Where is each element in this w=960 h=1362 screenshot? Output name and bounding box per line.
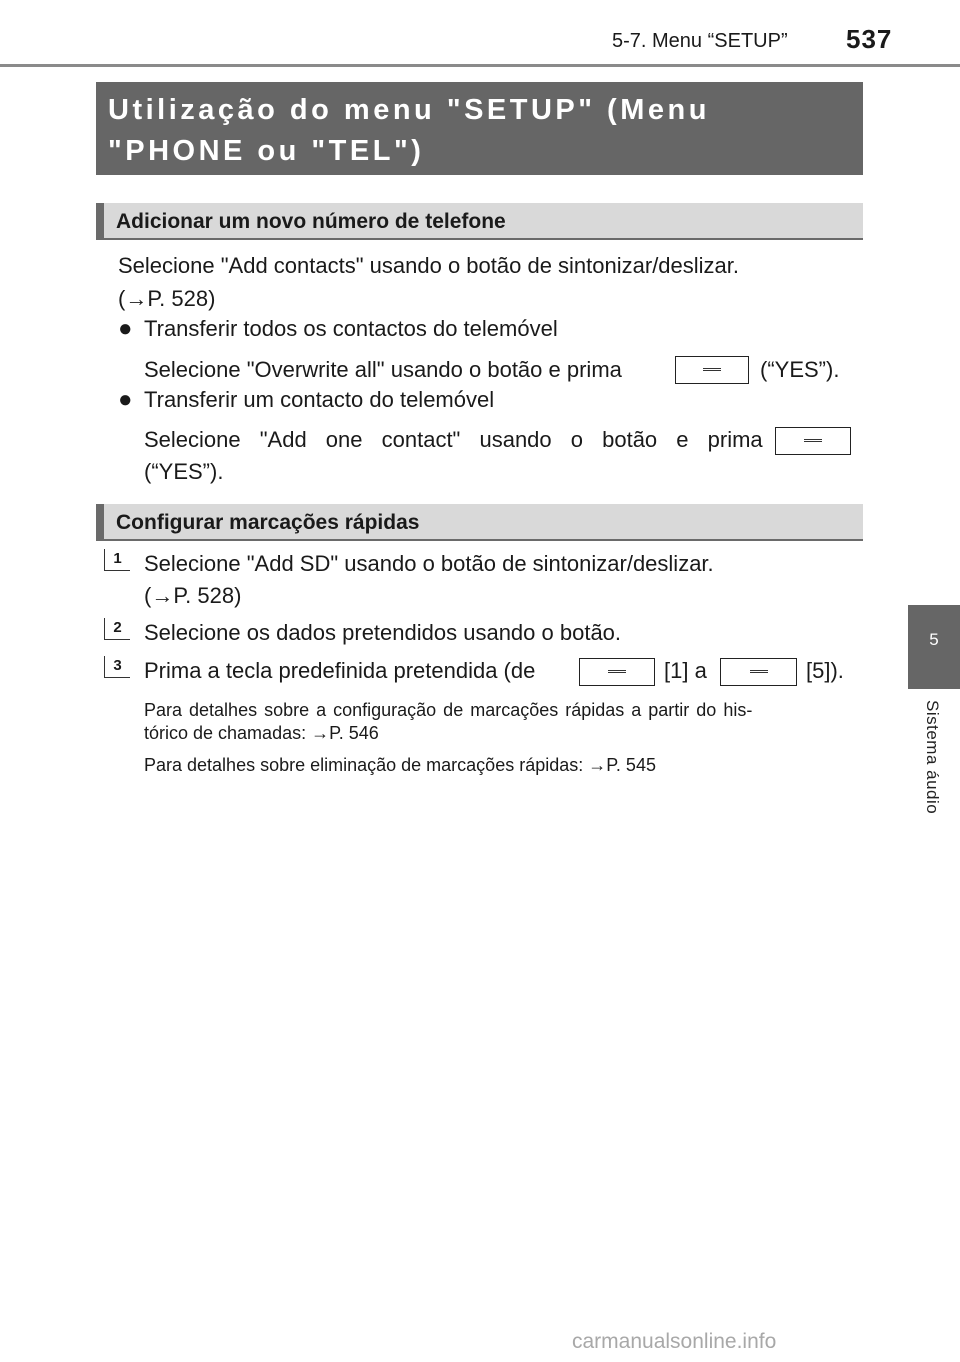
step-number-2: 2 bbox=[104, 618, 130, 640]
bullet-text-transfer-one: Selecione "Add one contact" usando o botão e prima bbox=[144, 427, 763, 452]
note-speed-dial-history: Para detalhes sobre a configuração de marcações rápidas a partir do his- bbox=[144, 700, 753, 720]
yes-key-icon bbox=[675, 356, 749, 384]
step-2-text: Selecione os dados pretendidos usando o botão. bbox=[144, 620, 622, 645]
watermark: carmanualsonline.info bbox=[572, 1330, 777, 1353]
step-1-text: Selecione "Add SD" usando o botão de sintonizar/deslizar. bbox=[144, 551, 714, 576]
section-heading-speed-dials: Configurar marcações rápidas bbox=[96, 504, 863, 541]
bullet-yes-label: (“YES”). bbox=[760, 357, 840, 382]
preset-key-icon bbox=[579, 658, 655, 686]
preset-key-icon bbox=[720, 658, 797, 686]
step-3-text-part2: [1] a bbox=[664, 658, 707, 683]
page-number: 537 bbox=[846, 24, 893, 54]
section-heading-add-number: Adicionar um novo número de telefone bbox=[96, 203, 863, 240]
page-title-line1: Utilização do menu "SETUP" (Menu bbox=[108, 94, 710, 126]
page-title bbox=[96, 82, 863, 175]
step-number-3: 3 bbox=[104, 656, 130, 678]
yes-key-icon bbox=[775, 427, 851, 455]
note-speed-dial-history-ref: tórico de chamadas: →P. 546 bbox=[144, 723, 379, 743]
chapter-number: 5 bbox=[929, 630, 939, 649]
section-title: 5-7. Menu “SETUP” bbox=[612, 30, 788, 52]
note-speed-dial-delete: Para detalhes sobre eliminação de marcações rápidas: →P. 545 bbox=[144, 755, 656, 775]
step-3-text-part1: Prima a tecla predefinida pretendida (de bbox=[144, 658, 536, 683]
chapter-label: Sistema áudio bbox=[923, 700, 942, 815]
bullet-icon: ● bbox=[118, 315, 133, 342]
bullet-yes-label: (“YES”). bbox=[144, 459, 224, 484]
step-1-reference: (→P. 528) bbox=[144, 583, 242, 608]
page-title-line2: "PHONE ou "TEL") bbox=[108, 135, 425, 167]
step-3-text-part3: [5]). bbox=[806, 658, 844, 683]
bullet-title-transfer-one: Transferir um contacto do telemóvel bbox=[144, 387, 495, 412]
intro-text: Selecione "Add contacts" usando o botão de sintonizar/deslizar. bbox=[118, 253, 740, 278]
header-divider bbox=[0, 64, 960, 67]
bullet-title-transfer-all: Transferir todos os contactos do telemóvel bbox=[144, 316, 558, 341]
step-number-1: 1 bbox=[104, 549, 130, 571]
bullet-text-transfer-all: Selecione "Overwrite all" usando o botão e prima bbox=[144, 357, 622, 382]
intro-reference: (→P. 528) bbox=[118, 286, 216, 311]
bullet-icon: ● bbox=[118, 386, 133, 413]
